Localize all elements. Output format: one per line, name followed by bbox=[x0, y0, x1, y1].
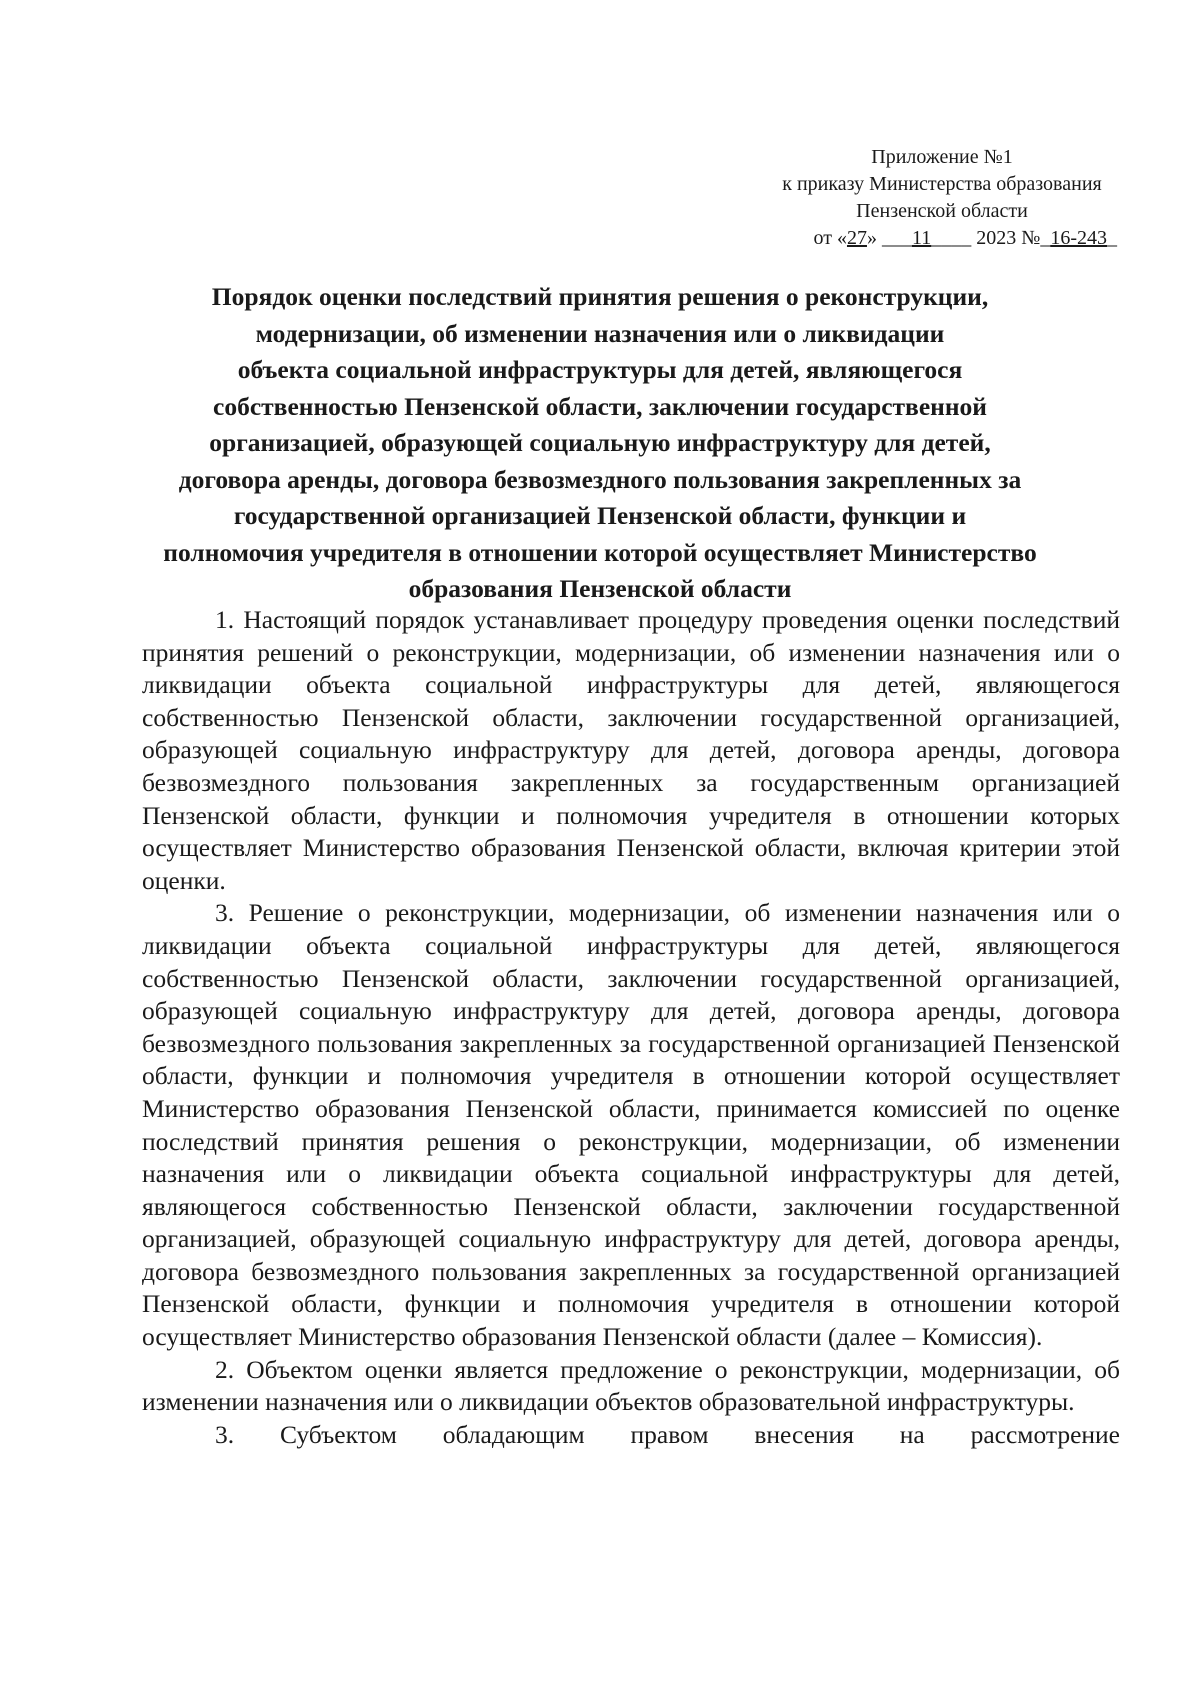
date-mid: » ___ bbox=[866, 227, 912, 249]
title-line: организацией, образующей социальную инфраструктуру для детей, bbox=[209, 428, 991, 457]
appendix-date-line bbox=[757, 225, 1127, 252]
date-prefix: от « bbox=[813, 227, 847, 249]
title-line: полномочия учредителя в отношении которой осуществляет Министерство bbox=[163, 537, 1037, 567]
order-number: 16-243 bbox=[1050, 227, 1107, 249]
title-line: Порядок оценки последствий принятия решения о реконструкции, bbox=[211, 282, 989, 311]
title-line: государственной организацией Пензенской области, функции и bbox=[233, 501, 967, 530]
paragraph: 1. Настоящий порядок устанавливает процедуру проведения оценки последствий принятия решений о реконструкции, модернизации, об изменении назначения или о ликвидации объекта социальной инфраструктуры для детей, являющегося собственностью Пензенской области, заключении государственной организацией, образующей социальную инфраструктуру для детей, договора аренды, договора безвозмездного пользования закрепленных за государственным организацией Пензенской области, функции и полномочия учредителя в отношении которых осуществляет Министерство образования Пензенской области, включая критерии этой оценки. bbox=[142, 605, 1120, 895]
title-line: договора аренды, договора безвозмездного пользования закрепленных за bbox=[178, 464, 1022, 494]
appendix-title: Приложение №1 bbox=[871, 146, 1013, 168]
appendix-order-ref: к приказу Министерства образования bbox=[782, 173, 1102, 195]
date-month: 11 bbox=[911, 227, 932, 249]
date-day: 27 bbox=[846, 227, 867, 249]
document-title bbox=[140, 279, 1060, 608]
title-line: модернизации, об изменении назначения или о ликвидации bbox=[255, 318, 945, 348]
paragraph: 2. Объектом оценки является предложение о реконструкции, модернизации, об изменении назначения или о ликвидации объектов образовательной инфраструктуры. bbox=[142, 1354, 1120, 1417]
title-line: образования Пензенской области bbox=[408, 574, 792, 603]
title-line: объекта социальной инфраструктуры для детей, являющегося bbox=[237, 355, 963, 384]
date-suffix: _ bbox=[1107, 227, 1117, 249]
date-after-month: ____ 2023 №_ bbox=[931, 227, 1051, 249]
document-body bbox=[142, 604, 1120, 1451]
appendix-header bbox=[757, 144, 1127, 252]
paragraph: 3. Решение о реконструкции, модернизации, об изменении назначения или о ликвидации объекта социальной инфраструктуры для детей, являющегося собственностью Пензенской области, заключении государственной организацией, образующей социальную инфраструктуру для детей, договора аренды, договора безвозмездного пользования закрепленных за государственной организацией Пензенской области, функции и полномочия учредителя в отношении которой осуществляет Министерство образования Пензенской области, принимается комиссией по оценке последствий принятия решения о реконструкции, модернизации, об изменении назначения или о ликвидации объекта социальной инфраструктуры для детей, являющегося собственностью Пензенской области, заключении государственной организацией, образующей социальную инфраструктуру для детей, договора аренды, договора безвозмездного пользования закрепленных за государственной организацией Пензенской области, функции и полномочия учредителя в отношении которой осуществляет Министерство образования Пензенской области (далее – Комиссия). bbox=[142, 898, 1120, 1352]
paragraph: 3. Субъектом обладающим правом внесения на рассмотрение bbox=[215, 1419, 1120, 1449]
title-line: собственностью Пензенской области, заключении государственной bbox=[213, 391, 987, 421]
appendix-region: Пензенской области bbox=[856, 200, 1028, 222]
